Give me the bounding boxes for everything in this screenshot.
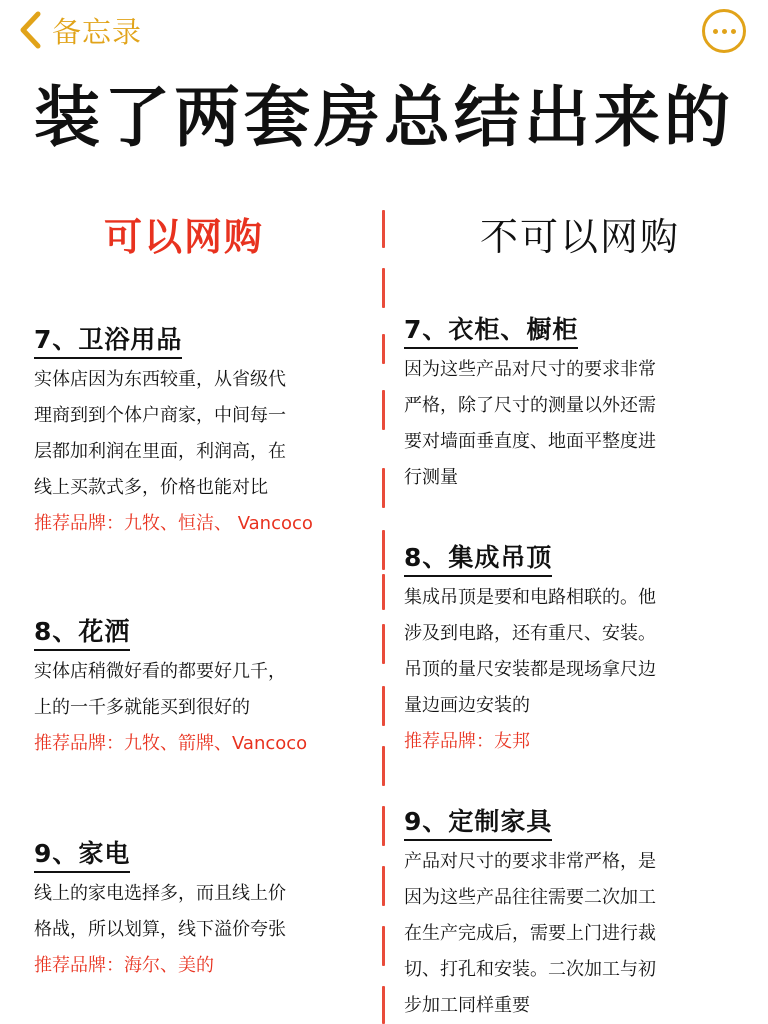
column-divider xyxy=(382,574,385,610)
page-title: 装了两套房总结出来的 xyxy=(34,79,734,156)
column-divider xyxy=(382,806,385,846)
column-divider xyxy=(382,468,385,508)
section-title: 8、集成吊顶 xyxy=(404,542,552,577)
body-line: 实体店因为东西较重，从省级代 xyxy=(34,369,286,390)
body-line: 切、打孔和安装。二次加工与初 xyxy=(404,959,656,980)
section-title: 7、衣柜、橱柜 xyxy=(404,314,578,349)
brand-recommendation: 推荐品牌：九牧、箭牌、Vancoco xyxy=(34,733,308,754)
body-line: 在生产完成后，需要上门进行裁 xyxy=(404,923,656,944)
section-body xyxy=(404,844,656,1024)
left-column-heading: 可以网购 xyxy=(104,215,265,259)
body-line: 线上买款式多，价格也能对比 xyxy=(34,477,268,498)
column-divider xyxy=(382,624,385,664)
column-divider xyxy=(382,390,385,430)
section-body xyxy=(34,654,307,726)
back-label: 备忘录 xyxy=(52,14,143,49)
brand-recommendation: 推荐品牌：友邦 xyxy=(404,731,530,752)
brand-recommendation: 推荐品牌：海尔、美的 xyxy=(34,955,214,976)
body-line: 量边画边安装的 xyxy=(404,695,530,716)
body-line: 要对墙面垂直度、地面平整度进 xyxy=(404,431,656,452)
section-body xyxy=(404,352,656,496)
section-body xyxy=(404,580,656,724)
section-title: 8、花洒 xyxy=(34,616,130,651)
right-column-heading: 不可以网购 xyxy=(480,215,681,259)
right-section xyxy=(404,314,656,496)
right-section xyxy=(404,542,656,760)
chevron-left-icon xyxy=(18,10,42,50)
top-bar xyxy=(0,0,768,64)
body-line: 格战，所以划算，线下溢价夸张 xyxy=(34,919,286,940)
body-line: 涉及到电路，还有重尺、安装。 xyxy=(404,623,656,644)
section-title: 9、定制家具 xyxy=(404,806,552,841)
section-body xyxy=(34,876,286,948)
section-body xyxy=(34,362,313,506)
body-line: 集成吊顶是要和电路相联的。他 xyxy=(404,587,656,608)
body-line: 产品对尺寸的要求非常严格，是 xyxy=(404,851,656,872)
section-title: 7、卫浴用品 xyxy=(34,324,182,359)
body-line: 吊顶的量尺安装都是现场拿尺边 xyxy=(404,659,656,680)
left-section xyxy=(34,324,313,542)
section-title: 9、家电 xyxy=(34,838,130,873)
column-divider xyxy=(382,986,385,1024)
more-button[interactable] xyxy=(702,9,746,53)
left-section xyxy=(34,616,307,762)
column-divider xyxy=(382,268,385,308)
body-line: 上的一千多就能买到很好的 xyxy=(34,697,250,718)
column-divider xyxy=(382,866,385,906)
body-line: 实体店稍微好看的都要好几千， xyxy=(34,661,286,682)
body-line: 因为这些产品对尺寸的要求非常 xyxy=(404,359,656,380)
column-divider xyxy=(382,210,385,248)
brand-recommendation: 推荐品牌：九牧、恒洁、 Vancoco xyxy=(34,513,313,534)
column-divider xyxy=(382,686,385,726)
body-line: 线上的家电选择多，而且线上价 xyxy=(34,883,286,904)
body-line: 行测量 xyxy=(404,467,458,488)
body-line: 严格，除了尺寸的测量以外还需 xyxy=(404,395,656,416)
right-section xyxy=(404,806,656,1024)
body-line: 理商到到个体户商家，中间每一 xyxy=(34,405,286,426)
column-divider xyxy=(382,746,385,786)
back-button[interactable] xyxy=(18,8,142,52)
ellipsis-icon xyxy=(713,29,718,34)
body-line: 步加工同样重要 xyxy=(404,995,530,1016)
ellipsis-icon xyxy=(722,29,727,34)
left-section xyxy=(34,838,286,984)
column-divider xyxy=(382,334,385,364)
body-line: 层都加利润在里面，利润高，在 xyxy=(34,441,286,462)
ellipsis-icon xyxy=(731,29,736,34)
body-line: 因为这些产品往往需要二次加工 xyxy=(404,887,656,908)
column-divider xyxy=(382,530,385,570)
column-divider xyxy=(382,926,385,966)
